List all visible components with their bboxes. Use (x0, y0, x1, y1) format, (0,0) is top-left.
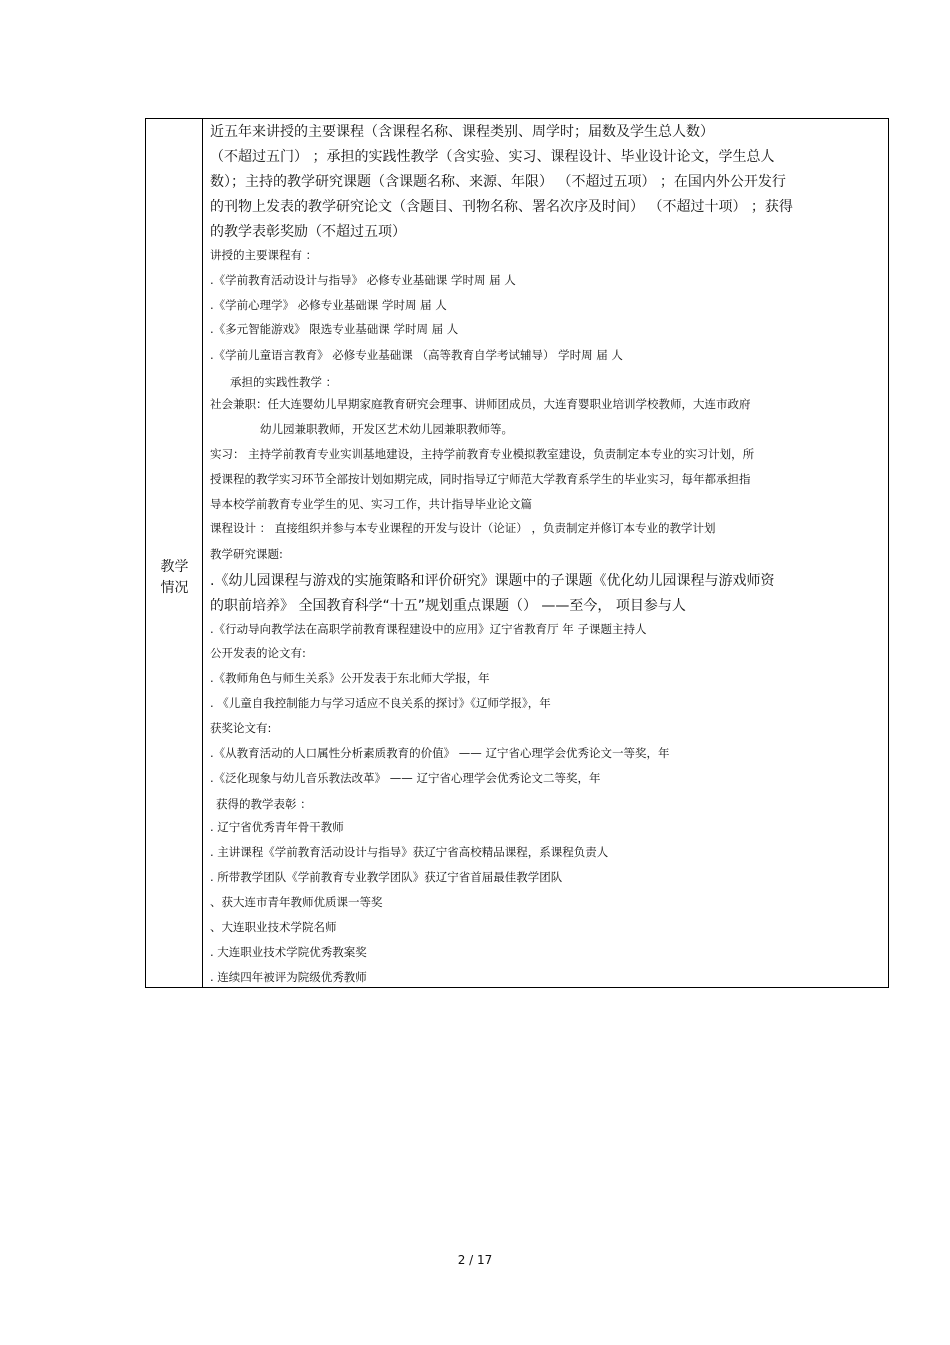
header-line: 的教学表彰奖励（不超过五项） (210, 224, 406, 240)
practice-heading: 承担的实践性教学 ： (230, 375, 338, 389)
honors-heading: 获得的教学表彰 ： (216, 797, 312, 811)
honor-item: . 大连职业技术学院优秀教案奖 (210, 945, 367, 959)
section-label-cell (146, 119, 203, 987)
practice-line: 幼儿园兼职教师，开发区艺术幼儿园兼职教师等。 (260, 422, 513, 436)
section-label-line: 情况 (160, 580, 189, 596)
research-line: .《幼儿园课程与游戏的实施策略和评价研究》课题中的子课题《优化幼儿园课程与游戏师资 (210, 573, 775, 589)
research-heading: 教学研究课题: (210, 547, 283, 561)
honor-item: . 所带教学团队《学前教育专业教学团队》获辽宁省首届最佳教学团队 (210, 870, 563, 884)
research-line: .《行动导向教学法在高职学前教育课程建设中的应用》辽宁省教育厅 年 子课题主持人 (210, 622, 647, 636)
header-line: 数）；主持的教学研究课题（含课题名称、来源、年限） （不超过五项） ；在国内外公开发行 (210, 174, 786, 190)
header-line: 近五年来讲授的主要课程（含课程名称、课程类别、周学时；届数及学生总人数） (210, 124, 714, 140)
honor-item: 、大连职业技术学院名师 (210, 920, 337, 934)
course-item: .《学前心理学》 必修专业基础课 学时周 届 人 (210, 298, 447, 312)
practice-line: 授课程的教学实习环节全部按计划如期完成，同时指导辽宁师范大学教育系学生的毕业实习，每年都承担指 (210, 472, 751, 486)
header-line: （不超过五门） ；承担的实践性教学（含实验、实习、课程设计、毕业设计论文，学生总人 (210, 149, 775, 165)
practice-line: 课程设计 ： 直接组织并参与本专业课程的开发与设计（论证） ，负责制定并修订本专业的教学计划 (210, 521, 716, 535)
honor-item: . 主讲课程《学前教育活动设计与指导》获辽宁省高校精品课程，系课程负责人 (210, 845, 609, 859)
research-line: 的职前培养》 全国教育科学“十五”规划重点课题（） ——至今， 项目参与人 (210, 598, 686, 614)
awarded-papers-heading: 获奖论文有: (210, 721, 272, 735)
paper-item: . 《儿童自我控制能力与学习适应不良关系的探讨》《辽师学报》，年 (210, 696, 551, 710)
paper-item: .《教师角色与师生关系》公开发表于东北师大学报，年 (210, 671, 490, 685)
courses-heading: 讲授的主要课程有 ： (210, 248, 318, 262)
teaching-info-table (145, 118, 889, 988)
honor-item: . 连续四年被评为院级优秀教师 (210, 970, 367, 984)
honor-item: 、获大连市青年教师优质课一等奖 (210, 895, 383, 909)
header-line: 的刊物上发表的教学研究论文（含题目、刊物名称、署名次序及时间） （不超过十项） ；获得 (210, 199, 793, 215)
awarded-paper-item: .《泛化现象与幼儿音乐教法改革》 —— 辽宁省心理学会优秀论文二等奖，年 (210, 771, 601, 785)
practice-line: 实习： 主持学前教育专业实训基地建设，主持学前教育专业模拟教室建设，负责制定本专业的实习计划，所 (210, 447, 755, 461)
papers-heading: 公开发表的论文有: (210, 646, 306, 660)
course-item: .《学前儿童语言教育》 必修专业基础课 （高等教育自学考试辅导） 学时周 届 人 (210, 348, 623, 362)
practice-line: 导本校学前教育专业学生的见、实习工作，共计指导毕业论文篇 (210, 497, 532, 511)
page-number: 2 / 17 (457, 1253, 493, 1267)
course-item: .《多元智能游戏》 限选专业基础课 学时周 届 人 (210, 322, 459, 336)
section-label-line: 教学 (160, 559, 189, 575)
awarded-paper-item: .《从教育活动的人口属性分析素质教育的价值》 —— 辽宁省心理学会优秀论文一等奖，年 (210, 746, 670, 760)
practice-line: 社会兼职：任大连婴幼儿早期家庭教育研究会理事、讲师团成员，大连育婴职业培训学校教师，大连市政府 (210, 397, 751, 411)
honor-item: . 辽宁省优秀青年骨干教师 (210, 820, 344, 834)
course-item: .《学前教育活动设计与指导》 必修专业基础课 学时周 届 人 (210, 273, 516, 287)
section-label (146, 557, 203, 599)
